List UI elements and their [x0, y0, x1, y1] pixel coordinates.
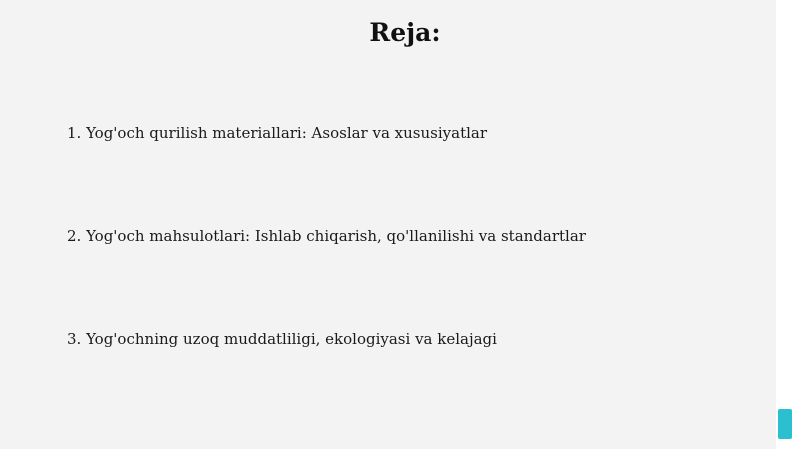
plan-item-1: 1. Yog'och qurilish materiallari: Asoslar va xususiyatlar	[67, 124, 488, 142]
slide-title: Reja:	[369, 18, 441, 47]
scrollbar-track[interactable]	[776, 0, 800, 449]
plan-item-3: 3. Yog'ochning uzoq muddatliligi, ekologiyasi va kelajagi	[67, 330, 497, 348]
plan-item-2: 2. Yog'och mahsulotlari: Ishlab chiqarish, qo'llanilishi va standartlar	[67, 227, 586, 245]
scrollbar-thumb[interactable]	[778, 409, 792, 439]
